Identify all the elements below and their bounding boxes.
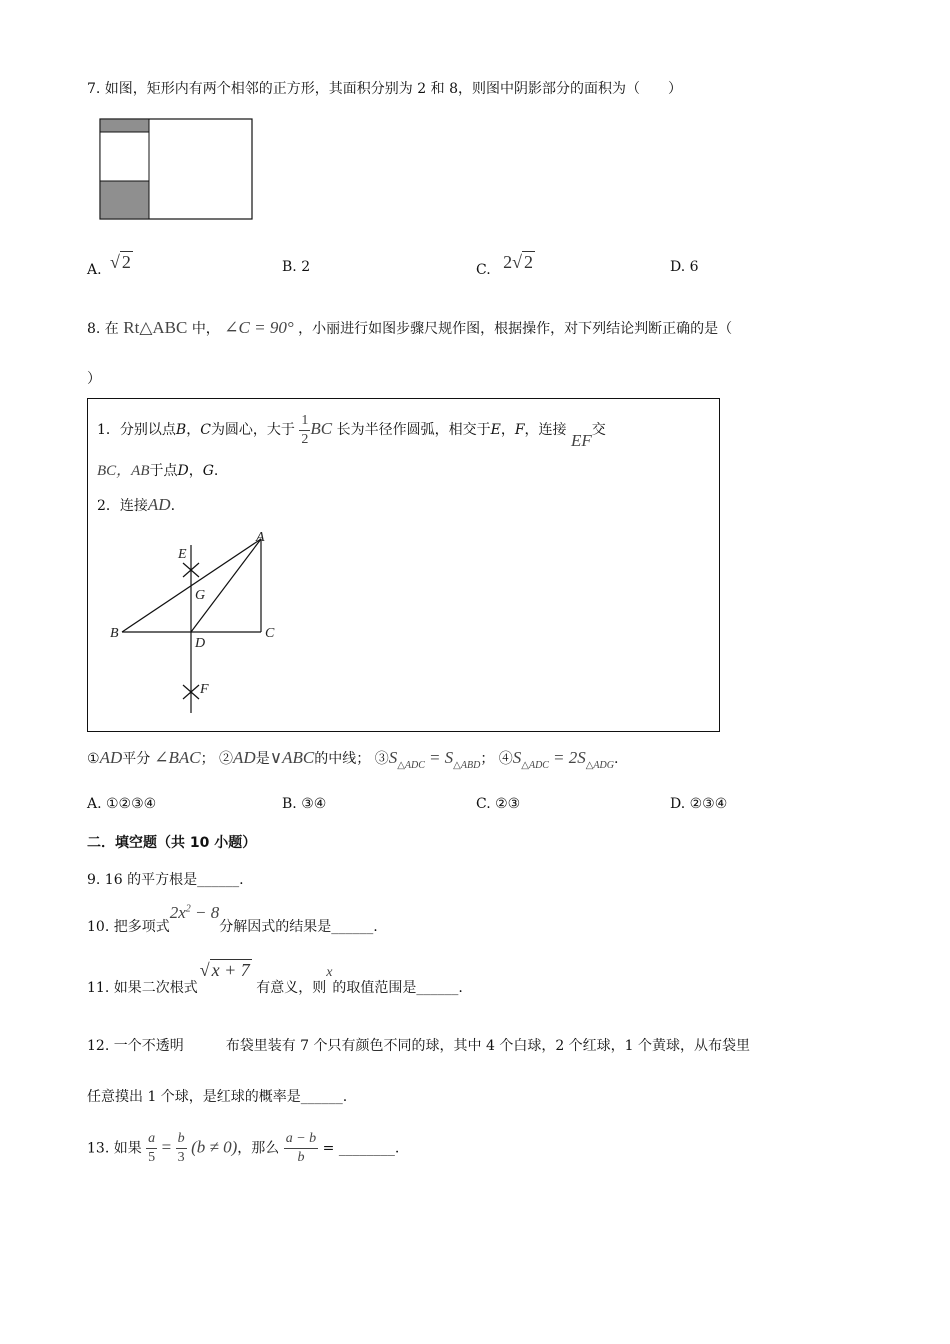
q8-stem: 8. 在 Rt△ABC 中， ∠C = 90° ，小丽进行如图步骤尺规作图，根据操作，对下列结论判断正确的是（	[87, 318, 733, 337]
q12-line2: 任意摸出 1 个球，是红球的概率是______.	[87, 1089, 348, 1105]
q7-text: 7. 如图，矩形内有两个相邻的正方形，其面积分别为 2 和 8，则图中阴影部分的面积为（ ）	[87, 81, 682, 97]
q12-line1: 12. 一个不透明 布袋里装有 7 个只有颜色不同的球，其中 4 个白球，2 个红球，1 个黄球，从布袋里	[87, 1038, 751, 1054]
q8-construction-figure	[100, 525, 300, 725]
q11-text: 11. 如果二次根式√ x + 7 有意义，则x的取值范围是______.	[87, 960, 463, 996]
q13-fraction-amb-b: $\frac{a - b}{b}$	[285, 1131, 317, 1165]
q8-step1-cont: BC，AB于点D，G.	[97, 463, 219, 479]
label-a: A	[256, 530, 265, 545]
q8-option-d[interactable]: D. ②③④	[670, 796, 728, 812]
q7-figure	[99, 118, 255, 222]
q7-option-b[interactable]: B. 2	[282, 259, 311, 275]
q8-option-c[interactable]: C. ②③	[476, 796, 521, 812]
label-f: F	[200, 682, 209, 697]
q8-option-b[interactable]: B. ③④	[282, 796, 327, 812]
q7-option-a[interactable]	[87, 252, 133, 278]
label-b: B	[110, 626, 119, 641]
q7-option-c-expr: 2√ 2	[503, 252, 534, 272]
q7-option-c[interactable]	[476, 252, 535, 278]
q13-fraction-a5: $\frac{a}{5}$	[148, 1131, 156, 1165]
q7-option-a-label: A.	[87, 262, 102, 278]
q11-radical: √ x + 7	[199, 960, 250, 980]
q10-text: 10. 把多项式$2x^2 - 8$分解因式的结果是______.	[87, 903, 378, 935]
label-g: G	[195, 588, 206, 603]
q7-option-a-sqrt: √ 2	[110, 252, 131, 272]
q8-half-fraction: $\frac{1}{2}$	[301, 412, 309, 447]
q7-shaded-bottom	[100, 181, 149, 219]
section-fill-in-title: 二．填空题（共 10 小题）	[87, 835, 257, 851]
q8-step2: 2．连接AD.	[97, 495, 176, 514]
label-d: D	[195, 636, 206, 651]
label-c: C	[265, 626, 275, 641]
q8-angle-c: ∠C = 90°	[224, 318, 294, 337]
q7-option-d[interactable]: D. 6	[670, 259, 699, 275]
q7-small-square	[100, 132, 149, 181]
q8-step1: 1．分别以点B，C为圆心，大于 $\frac{1}{2}$ BC 长为半径作圆弧，相交于E，F，连接 EF交	[97, 412, 606, 450]
q10-expression: $2x^2 - 8$	[169, 903, 220, 922]
q13-text: 13. 如果 $\frac{a}{5}$ = $\frac{b}{3}$ (b ≠ 0)，那么 $\frac{a - b}{b}$ = ________.	[87, 1131, 400, 1165]
q8-rt-triangle: Rt△ABC	[123, 318, 188, 337]
segment-ad	[191, 539, 261, 632]
q7-shaded-top	[100, 119, 149, 132]
label-e: E	[178, 547, 187, 562]
q9-text: 9. 16 的平方根是______.	[87, 872, 244, 888]
q13-fraction-b3: $\frac{b}{3}$	[177, 1131, 185, 1165]
q8-conclusions: ①AD平分 ∠BAC； ②AD是∨ABC的中线； $③S_{\triangle ADC} = S_{\triangle ABD}$； $④S_{\triangle ADC} = 2S_{\triangle ADG}$.	[87, 748, 619, 771]
q8-option-a[interactable]: A. ①②③④	[87, 796, 157, 812]
q7-option-c-label: C.	[476, 262, 491, 278]
q8-stem-end: ）	[87, 371, 101, 387]
